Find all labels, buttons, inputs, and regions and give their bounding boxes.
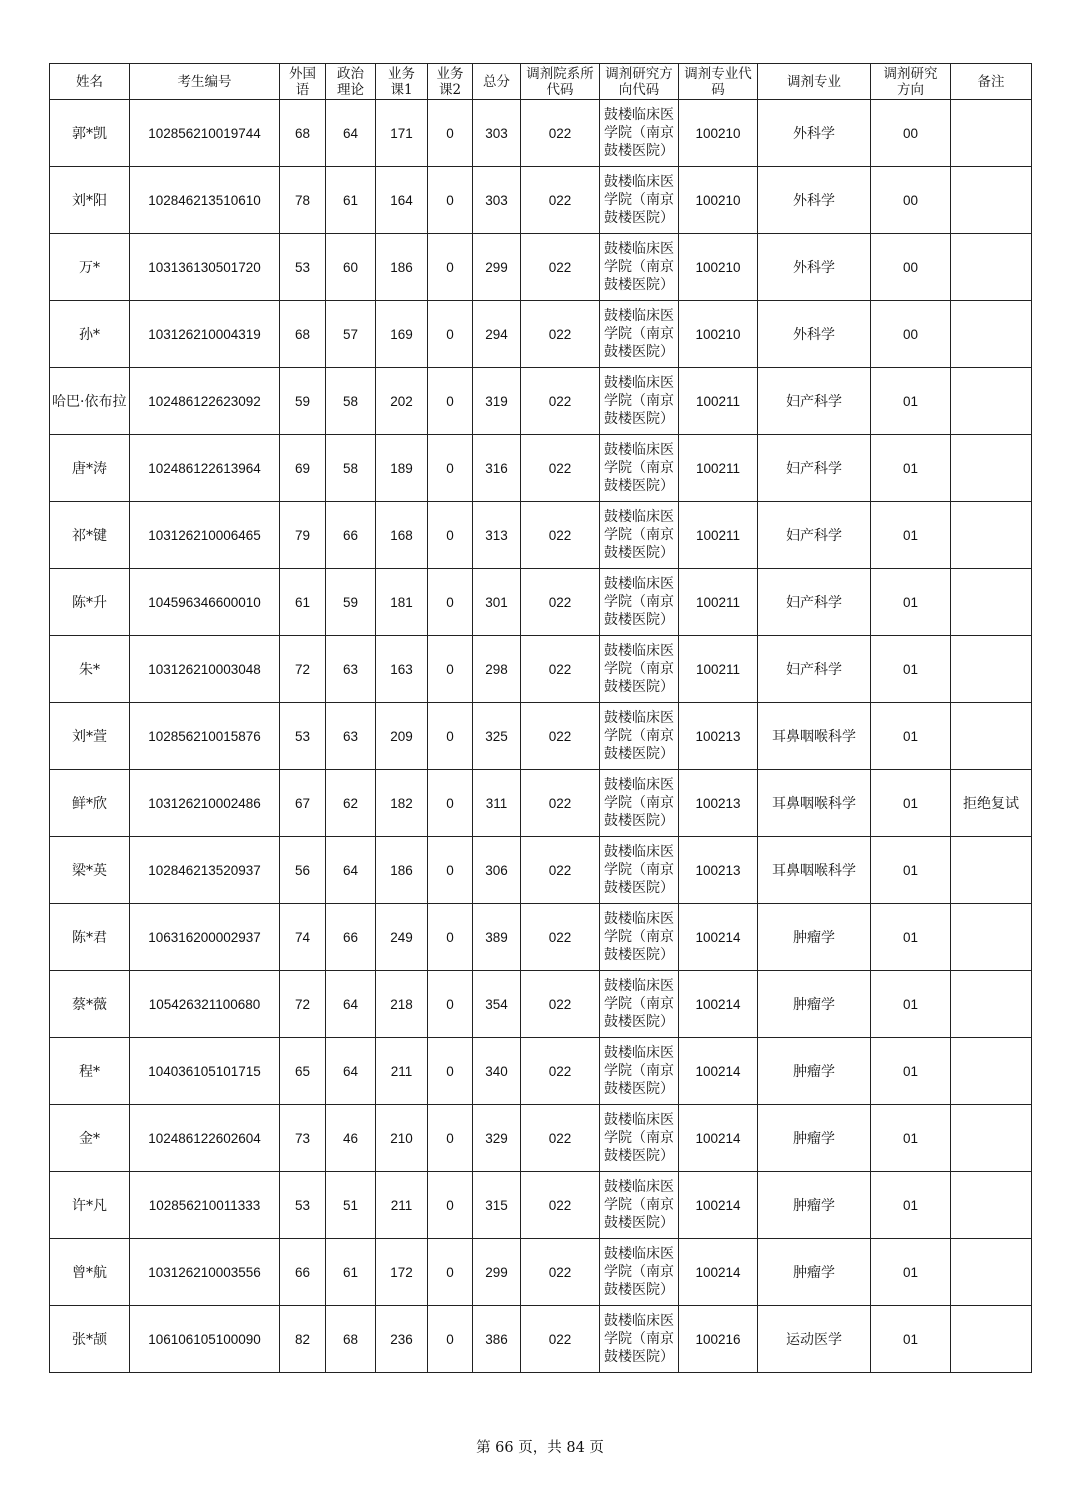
col-header-major-code: 调剂专业代码: [679, 64, 758, 100]
politics-score-cell: 58: [326, 435, 376, 502]
politics-score-cell: 66: [326, 502, 376, 569]
major-cell: 肿瘤学: [758, 904, 871, 971]
table-row: [50, 1172, 1032, 1239]
foreign-score-cell: 79: [280, 502, 326, 569]
table-row: [50, 1105, 1032, 1172]
research-dir-cell: 01: [871, 502, 951, 569]
name-cell: 陈*君: [50, 904, 130, 971]
research-dir-cell: 01: [871, 703, 951, 770]
exam-id-cell: 102856210015876: [130, 703, 280, 770]
major-cell: 肿瘤学: [758, 1172, 871, 1239]
direction-cell: 鼓楼临床医学院（南京鼓楼医院）: [600, 636, 679, 703]
course1-score-cell: 172: [376, 1239, 428, 1306]
direction-cell: 鼓楼临床医学院（南京鼓楼医院）: [600, 837, 679, 904]
course1-score-cell: 202: [376, 368, 428, 435]
research-dir-cell: 01: [871, 971, 951, 1038]
exam-id-cell: 102856210019744: [130, 100, 280, 167]
major-code-cell: 100213: [679, 770, 758, 837]
direction-cell: 鼓楼临床医学院（南京鼓楼医院）: [600, 301, 679, 368]
exam-id-cell: 103136130501720: [130, 234, 280, 301]
remark-cell: [951, 368, 1032, 435]
course1-score-cell: 218: [376, 971, 428, 1038]
course2-score-cell: 0: [428, 770, 473, 837]
col-header-course2: 业务课2: [428, 64, 473, 100]
col-header-total: 总分: [473, 64, 521, 100]
course1-score-cell: 182: [376, 770, 428, 837]
name-cell: 程*: [50, 1038, 130, 1105]
direction-cell: 鼓楼临床医学院（南京鼓楼医院）: [600, 703, 679, 770]
total-score-cell: 294: [473, 301, 521, 368]
politics-score-cell: 64: [326, 100, 376, 167]
dept-code-cell: 022: [521, 435, 600, 502]
total-score-cell: 299: [473, 234, 521, 301]
major-code-cell: 100214: [679, 971, 758, 1038]
foreign-score-cell: 78: [280, 167, 326, 234]
major-code-cell: 100214: [679, 904, 758, 971]
direction-cell: 鼓楼临床医学院（南京鼓楼医院）: [600, 770, 679, 837]
table-row: [50, 435, 1032, 502]
remark-cell: [951, 569, 1032, 636]
dept-code-cell: 022: [521, 100, 600, 167]
total-score-cell: 340: [473, 1038, 521, 1105]
course1-score-cell: 186: [376, 234, 428, 301]
name-cell: 陈*升: [50, 569, 130, 636]
col-header-course1: 业务课1: [376, 64, 428, 100]
direction-cell: 鼓楼临床医学院（南京鼓楼医院）: [600, 234, 679, 301]
major-cell: 肿瘤学: [758, 1038, 871, 1105]
col-header-exam-id: 考生编号: [130, 64, 280, 100]
direction-cell: 鼓楼临床医学院（南京鼓楼医院）: [600, 1105, 679, 1172]
major-code-cell: 100210: [679, 167, 758, 234]
major-cell: 外科学: [758, 167, 871, 234]
course1-score-cell: 169: [376, 301, 428, 368]
major-cell: 肿瘤学: [758, 1239, 871, 1306]
total-score-cell: 354: [473, 971, 521, 1038]
course2-score-cell: 0: [428, 234, 473, 301]
major-cell: 运动医学: [758, 1306, 871, 1373]
remark-cell: [951, 301, 1032, 368]
foreign-score-cell: 53: [280, 234, 326, 301]
table-row: [50, 703, 1032, 770]
name-cell: 刘*阳: [50, 167, 130, 234]
foreign-score-cell: 59: [280, 368, 326, 435]
major-code-cell: 100211: [679, 569, 758, 636]
exam-id-cell: 102486122613964: [130, 435, 280, 502]
politics-score-cell: 68: [326, 1306, 376, 1373]
table-row: [50, 837, 1032, 904]
politics-score-cell: 63: [326, 703, 376, 770]
table-row: [50, 368, 1032, 435]
course2-score-cell: 0: [428, 1038, 473, 1105]
direction-cell: 鼓楼临床医学院（南京鼓楼医院）: [600, 502, 679, 569]
remark-cell: [951, 100, 1032, 167]
exam-id-cell: 106316200002937: [130, 904, 280, 971]
table-row: [50, 636, 1032, 703]
total-score-cell: 325: [473, 703, 521, 770]
foreign-score-cell: 53: [280, 1172, 326, 1239]
remark-cell: [951, 703, 1032, 770]
dept-code-cell: 022: [521, 1038, 600, 1105]
admission-table: [49, 63, 1032, 1373]
exam-id-cell: 102486122602604: [130, 1105, 280, 1172]
politics-score-cell: 46: [326, 1105, 376, 1172]
major-code-cell: 100213: [679, 703, 758, 770]
politics-score-cell: 66: [326, 904, 376, 971]
name-cell: 鲜*欣: [50, 770, 130, 837]
total-score-cell: 313: [473, 502, 521, 569]
course2-score-cell: 0: [428, 904, 473, 971]
foreign-score-cell: 61: [280, 569, 326, 636]
page-footer: 第 66 页，共 84 页: [476, 1440, 604, 1456]
remark-cell: 拒绝复试: [951, 770, 1032, 837]
exam-id-cell: 105426321100680: [130, 971, 280, 1038]
research-dir-cell: 01: [871, 837, 951, 904]
dept-code-cell: 022: [521, 569, 600, 636]
direction-cell: 鼓楼临床医学院（南京鼓楼医院）: [600, 1306, 679, 1373]
major-code-cell: 100211: [679, 502, 758, 569]
total-score-cell: 303: [473, 167, 521, 234]
foreign-score-cell: 67: [280, 770, 326, 837]
politics-score-cell: 61: [326, 167, 376, 234]
exam-id-cell: 103126210003048: [130, 636, 280, 703]
course2-score-cell: 0: [428, 1172, 473, 1239]
table-row: [50, 569, 1032, 636]
dept-code-cell: 022: [521, 167, 600, 234]
table-row: [50, 770, 1032, 837]
major-cell: 外科学: [758, 100, 871, 167]
major-code-cell: 100214: [679, 1172, 758, 1239]
remark-cell: [951, 837, 1032, 904]
course1-score-cell: 209: [376, 703, 428, 770]
total-score-cell: 316: [473, 435, 521, 502]
remark-cell: [951, 904, 1032, 971]
foreign-score-cell: 74: [280, 904, 326, 971]
col-header-foreign: 外国语: [280, 64, 326, 100]
direction-cell: 鼓楼临床医学院（南京鼓楼医院）: [600, 904, 679, 971]
research-dir-cell: 01: [871, 1172, 951, 1239]
total-score-cell: 306: [473, 837, 521, 904]
direction-cell: 鼓楼临床医学院（南京鼓楼医院）: [600, 1172, 679, 1239]
course2-score-cell: 0: [428, 971, 473, 1038]
major-cell: 肿瘤学: [758, 1105, 871, 1172]
total-score-cell: 389: [473, 904, 521, 971]
table-row: [50, 1038, 1032, 1105]
major-cell: 妇产科学: [758, 368, 871, 435]
dept-code-cell: 022: [521, 904, 600, 971]
table-row: [50, 971, 1032, 1038]
course2-score-cell: 0: [428, 368, 473, 435]
course2-score-cell: 0: [428, 502, 473, 569]
dept-code-cell: 022: [521, 837, 600, 904]
major-code-cell: 100210: [679, 301, 758, 368]
dept-code-cell: 022: [521, 1239, 600, 1306]
course1-score-cell: 186: [376, 837, 428, 904]
total-score-cell: 299: [473, 1239, 521, 1306]
name-cell: 朱*: [50, 636, 130, 703]
col-header-dept-code: 调剂院系所代码: [521, 64, 600, 100]
name-cell: 唐*涛: [50, 435, 130, 502]
course1-score-cell: 236: [376, 1306, 428, 1373]
dept-code-cell: 022: [521, 234, 600, 301]
exam-id-cell: 106106105100090: [130, 1306, 280, 1373]
major-code-cell: 100214: [679, 1038, 758, 1105]
direction-cell: 鼓楼临床医学院（南京鼓楼医院）: [600, 100, 679, 167]
table-row: [50, 301, 1032, 368]
major-cell: 妇产科学: [758, 636, 871, 703]
politics-score-cell: 64: [326, 971, 376, 1038]
course1-score-cell: 211: [376, 1172, 428, 1239]
remark-cell: [951, 1172, 1032, 1239]
foreign-score-cell: 72: [280, 636, 326, 703]
research-dir-cell: 01: [871, 1239, 951, 1306]
exam-id-cell: 103126210004319: [130, 301, 280, 368]
col-header-politics: 政治理论: [326, 64, 376, 100]
course2-score-cell: 0: [428, 703, 473, 770]
remark-cell: [951, 234, 1032, 301]
politics-score-cell: 62: [326, 770, 376, 837]
remark-cell: [951, 167, 1032, 234]
total-score-cell: 329: [473, 1105, 521, 1172]
remark-cell: [951, 1038, 1032, 1105]
research-dir-cell: 01: [871, 1306, 951, 1373]
course1-score-cell: 164: [376, 167, 428, 234]
table-row: [50, 234, 1032, 301]
name-cell: 刘*萱: [50, 703, 130, 770]
name-cell: 万*: [50, 234, 130, 301]
col-header-major: 调剂专业: [758, 64, 871, 100]
table-body: [50, 100, 1032, 1373]
major-code-cell: 100211: [679, 368, 758, 435]
major-code-cell: 100216: [679, 1306, 758, 1373]
major-cell: 肿瘤学: [758, 971, 871, 1038]
table-row: [50, 1239, 1032, 1306]
course1-score-cell: 189: [376, 435, 428, 502]
direction-cell: 鼓楼临床医学院（南京鼓楼医院）: [600, 167, 679, 234]
name-cell: 梁*英: [50, 837, 130, 904]
table-row: [50, 167, 1032, 234]
major-cell: 耳鼻咽喉科学: [758, 837, 871, 904]
research-dir-cell: 01: [871, 904, 951, 971]
foreign-score-cell: 56: [280, 837, 326, 904]
foreign-score-cell: 82: [280, 1306, 326, 1373]
course2-score-cell: 0: [428, 100, 473, 167]
name-cell: 蔡*薇: [50, 971, 130, 1038]
politics-score-cell: 58: [326, 368, 376, 435]
exam-id-cell: 103126210003556: [130, 1239, 280, 1306]
politics-score-cell: 57: [326, 301, 376, 368]
course2-score-cell: 0: [428, 837, 473, 904]
foreign-score-cell: 68: [280, 301, 326, 368]
politics-score-cell: 60: [326, 234, 376, 301]
major-cell: 外科学: [758, 234, 871, 301]
dept-code-cell: 022: [521, 636, 600, 703]
course1-score-cell: 211: [376, 1038, 428, 1105]
exam-id-cell: 102486122623092: [130, 368, 280, 435]
total-score-cell: 303: [473, 100, 521, 167]
course2-score-cell: 0: [428, 1239, 473, 1306]
remark-cell: [951, 636, 1032, 703]
direction-cell: 鼓楼临床医学院（南京鼓楼医院）: [600, 971, 679, 1038]
course1-score-cell: 171: [376, 100, 428, 167]
foreign-score-cell: 68: [280, 100, 326, 167]
remark-cell: [951, 502, 1032, 569]
course1-score-cell: 181: [376, 569, 428, 636]
exam-id-cell: 104596346600010: [130, 569, 280, 636]
major-code-cell: 100211: [679, 435, 758, 502]
major-code-cell: 100211: [679, 636, 758, 703]
col-header-research-dir: 调剂研究方向: [871, 64, 951, 100]
col-header-remark: 备注: [951, 64, 1032, 100]
major-code-cell: 100210: [679, 234, 758, 301]
major-code-cell: 100214: [679, 1239, 758, 1306]
total-score-cell: 386: [473, 1306, 521, 1373]
course1-score-cell: 168: [376, 502, 428, 569]
course2-score-cell: 0: [428, 435, 473, 502]
foreign-score-cell: 69: [280, 435, 326, 502]
header-row: [50, 64, 1032, 100]
research-dir-cell: 01: [871, 1038, 951, 1105]
remark-cell: [951, 1105, 1032, 1172]
table-row: [50, 502, 1032, 569]
name-cell: 许*凡: [50, 1172, 130, 1239]
politics-score-cell: 51: [326, 1172, 376, 1239]
course1-score-cell: 163: [376, 636, 428, 703]
research-dir-cell: 00: [871, 167, 951, 234]
total-score-cell: 319: [473, 368, 521, 435]
total-score-cell: 315: [473, 1172, 521, 1239]
dept-code-cell: 022: [521, 1172, 600, 1239]
exam-id-cell: 103126210006465: [130, 502, 280, 569]
politics-score-cell: 63: [326, 636, 376, 703]
direction-cell: 鼓楼临床医学院（南京鼓楼医院）: [600, 368, 679, 435]
col-header-name: 姓名: [50, 64, 130, 100]
course2-score-cell: 0: [428, 569, 473, 636]
direction-cell: 鼓楼临床医学院（南京鼓楼医院）: [600, 435, 679, 502]
exam-id-cell: 102846213510610: [130, 167, 280, 234]
name-cell: 孙*: [50, 301, 130, 368]
politics-score-cell: 64: [326, 1038, 376, 1105]
research-dir-cell: 01: [871, 636, 951, 703]
name-cell: 曾*航: [50, 1239, 130, 1306]
research-dir-cell: 00: [871, 234, 951, 301]
foreign-score-cell: 72: [280, 971, 326, 1038]
course2-score-cell: 0: [428, 636, 473, 703]
dept-code-cell: 022: [521, 971, 600, 1038]
research-dir-cell: 01: [871, 1105, 951, 1172]
remark-cell: [951, 1239, 1032, 1306]
direction-cell: 鼓楼临床医学院（南京鼓楼医院）: [600, 1239, 679, 1306]
col-header-direction-code: 调剂研究方向代码: [600, 64, 679, 100]
dept-code-cell: 022: [521, 703, 600, 770]
dept-code-cell: 022: [521, 368, 600, 435]
name-cell: 哈巴·依布拉: [50, 368, 130, 435]
politics-score-cell: 59: [326, 569, 376, 636]
major-cell: 外科学: [758, 301, 871, 368]
exam-id-cell: 104036105101715: [130, 1038, 280, 1105]
name-cell: 张*颉: [50, 1306, 130, 1373]
exam-id-cell: 103126210002486: [130, 770, 280, 837]
direction-cell: 鼓楼临床医学院（南京鼓楼医院）: [600, 569, 679, 636]
course2-score-cell: 0: [428, 167, 473, 234]
major-code-cell: 100214: [679, 1105, 758, 1172]
research-dir-cell: 01: [871, 368, 951, 435]
foreign-score-cell: 65: [280, 1038, 326, 1105]
total-score-cell: 298: [473, 636, 521, 703]
major-cell: 耳鼻咽喉科学: [758, 770, 871, 837]
course2-score-cell: 0: [428, 1306, 473, 1373]
table-row: [50, 904, 1032, 971]
major-code-cell: 100213: [679, 837, 758, 904]
remark-cell: [951, 971, 1032, 1038]
research-dir-cell: 01: [871, 435, 951, 502]
course2-score-cell: 0: [428, 1105, 473, 1172]
total-score-cell: 311: [473, 770, 521, 837]
course1-score-cell: 210: [376, 1105, 428, 1172]
dept-code-cell: 022: [521, 770, 600, 837]
course2-score-cell: 0: [428, 301, 473, 368]
remark-cell: [951, 435, 1032, 502]
dept-code-cell: 022: [521, 1306, 600, 1373]
table-row: [50, 1306, 1032, 1373]
dept-code-cell: 022: [521, 301, 600, 368]
name-cell: 郭*凯: [50, 100, 130, 167]
major-cell: 耳鼻咽喉科学: [758, 703, 871, 770]
politics-score-cell: 61: [326, 1239, 376, 1306]
total-score-cell: 301: [473, 569, 521, 636]
foreign-score-cell: 66: [280, 1239, 326, 1306]
major-cell: 妇产科学: [758, 569, 871, 636]
research-dir-cell: 00: [871, 100, 951, 167]
politics-score-cell: 64: [326, 837, 376, 904]
name-cell: 金*: [50, 1105, 130, 1172]
major-cell: 妇产科学: [758, 502, 871, 569]
dept-code-cell: 022: [521, 1105, 600, 1172]
foreign-score-cell: 73: [280, 1105, 326, 1172]
research-dir-cell: 01: [871, 569, 951, 636]
name-cell: 祁*键: [50, 502, 130, 569]
direction-cell: 鼓楼临床医学院（南京鼓楼医院）: [600, 1038, 679, 1105]
course1-score-cell: 249: [376, 904, 428, 971]
major-code-cell: 100210: [679, 100, 758, 167]
foreign-score-cell: 53: [280, 703, 326, 770]
exam-id-cell: 102856210011333: [130, 1172, 280, 1239]
table-row: [50, 100, 1032, 167]
remark-cell: [951, 1306, 1032, 1373]
dept-code-cell: 022: [521, 502, 600, 569]
research-dir-cell: 00: [871, 301, 951, 368]
exam-id-cell: 102846213520937: [130, 837, 280, 904]
major-cell: 妇产科学: [758, 435, 871, 502]
research-dir-cell: 01: [871, 770, 951, 837]
